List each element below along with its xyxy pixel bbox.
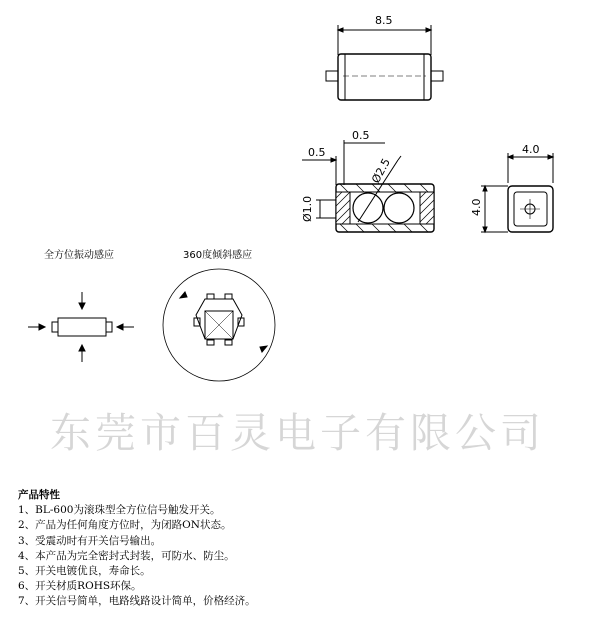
feature-item: 6、开关材质ROHS环保。 bbox=[18, 580, 142, 593]
vibration-sketch bbox=[28, 292, 134, 362]
feature-item: 4、本产品为完全密封式封装，可防水、防尘。 bbox=[18, 549, 235, 562]
end-view bbox=[481, 153, 553, 232]
features-title: 产品特性 bbox=[18, 489, 60, 501]
dim-gap-upper: 0.5 bbox=[352, 129, 370, 142]
feature-item: 2、产品为任何角度方位时，为闭路ON状态。 bbox=[18, 519, 232, 532]
dim-end-height: 4.0 bbox=[470, 198, 483, 216]
dim-small-diameter: Ø1.0 bbox=[301, 195, 314, 222]
features-list bbox=[18, 503, 578, 609]
company-watermark: 东莞市百灵电子有限公司 bbox=[50, 409, 545, 457]
dim-ball-diameter: Ø2.5 bbox=[369, 156, 393, 186]
dim-end-width: 4.0 bbox=[522, 143, 540, 156]
features-section bbox=[18, 488, 578, 610]
omni-vibration-label: 全方位振动感应 bbox=[44, 250, 114, 261]
top-view bbox=[326, 25, 443, 100]
feature-item: 7、开关信号简单，电路线路设计简单，价格经济。 bbox=[18, 595, 256, 608]
dim-gap-lower: 0.5 bbox=[308, 146, 326, 159]
feature-item: 5、开关电镀优良，寿命长。 bbox=[18, 565, 151, 578]
dim-top-width: 8.5 bbox=[375, 14, 393, 27]
feature-item: 1、BL-600为滚珠型全方位信号触发开关。 bbox=[18, 504, 221, 517]
tilt-sense-label: 360度倾斜感应 bbox=[183, 250, 253, 261]
tilt-sketch bbox=[163, 269, 275, 381]
feature-item: 3、受震动时有开关信号输出。 bbox=[18, 534, 162, 547]
